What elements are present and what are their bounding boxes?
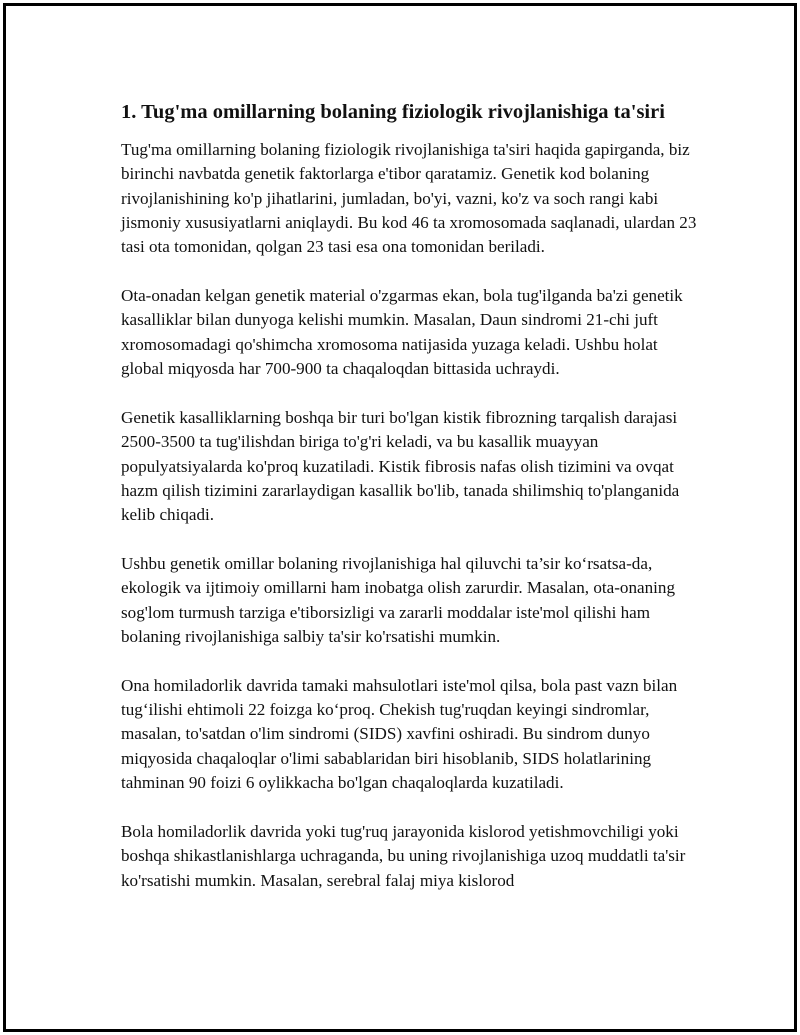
paragraph-cystic-fibrosis: Genetik kasalliklarning boshqa bir turi bo'lgan kistik fibrozning tarqalish darajasi 2500-3500 ta tug'ilishdan biriga to'g'ri keladi, va bu kasallik muayyan populyatsiyalarda ko'proq kuzatiladi. Kistik fibrosis nafas olish tizimini va ovqat hazm qilish tizimini zararlaydigan kasallik bo'lib, tanada shilimshiq to'planganida kelib chiqadi. — [121, 407, 680, 525]
paragraph-smoking-sids: Ona homiladorlik davrida tamaki mahsulotlari iste'mol qilsa, bola past vazn bilan tug‘ilishi ehtimoli 22 foizga ko‘proq. Chekish tug'ruqdan keyingi sindromlar, masalan, to'satdan o'lim sindromi (SIDS) xavfini oshiradi. Bu sindrom dunyo miqyosida chaqaloqlar o'limi sabablaridan biri hisoblanib, SIDS holatlarining tahminan 90 foizi 6 oylikkacha bo'lgan chaqaloqlarda kuzatiladi. — [121, 675, 678, 793]
paragraph-environmental-factors: Ushbu genetik omillar bolaning rivojlanishiga hal qiluvchi ta’sir ko‘rsatsa-da, ekologik va ijtimoiy omillarni ham inobatga olish zarurdir. Masalan, ota-onaning sog'lom turmush tarziga e'tiborsizligi va zararli moddalar iste'mol qilishi ham bolaning rivojlanishiga salbiy ta'sir ko'rsatishi mumkin. — [121, 553, 676, 647]
page-title: 1. Tug'ma omillarning bolaning fiziologik rivojlanishiga ta'siri — [121, 101, 665, 123]
paragraph-oxygen-deficiency: Bola homiladorlik davrida yoki tug'ruq jarayonida kislorod yetishmovchiligi yoki boshqa shikastlanishlarga uchraganda, bu uning rivojlanishiga uzoq muddatli ta'sir ko'rsatishi mumkin. Masalan, serebral falaj miya kislorod — [121, 821, 686, 890]
document-body — [121, 98, 701, 917]
page-frame — [3, 3, 797, 1032]
paragraph-down-syndrome: Ota-onadan kelgan genetik material o'zgarmas ekan, bola tug'ilganda ba'zi genetik kasalliklar bilan dunyoga kelishi mumkin. Masalan, Daun sindromi 21-chi juft xromosomadagi qo'shimcha xromosoma natijasida yuzaga keladi. Ushbu holat global miqyosda har 700-900 ta chaqaloqdan bittasida uchraydi. — [121, 286, 683, 379]
paragraph-genetic-code: Tug'ma omillarning bolaning fiziologik rivojlanishiga ta'siri haqida gapirganda, biz birinchi navbatda genetik faktorlarga e'tibor qaratamiz. Genetik kod bolaning rivojlanishining ko'p jihatlarini, jumladan, bo'yi, vazni, ko'z va soch rangi kabi jismoniy xususiyatlarni aniqlaydi. Bu kod 46 ta xromosomada saqlanadi, ulardan 23 tasi ota tomonidan, qolgan 23 tasi esa ona tomonidan beriladi. — [121, 140, 697, 257]
